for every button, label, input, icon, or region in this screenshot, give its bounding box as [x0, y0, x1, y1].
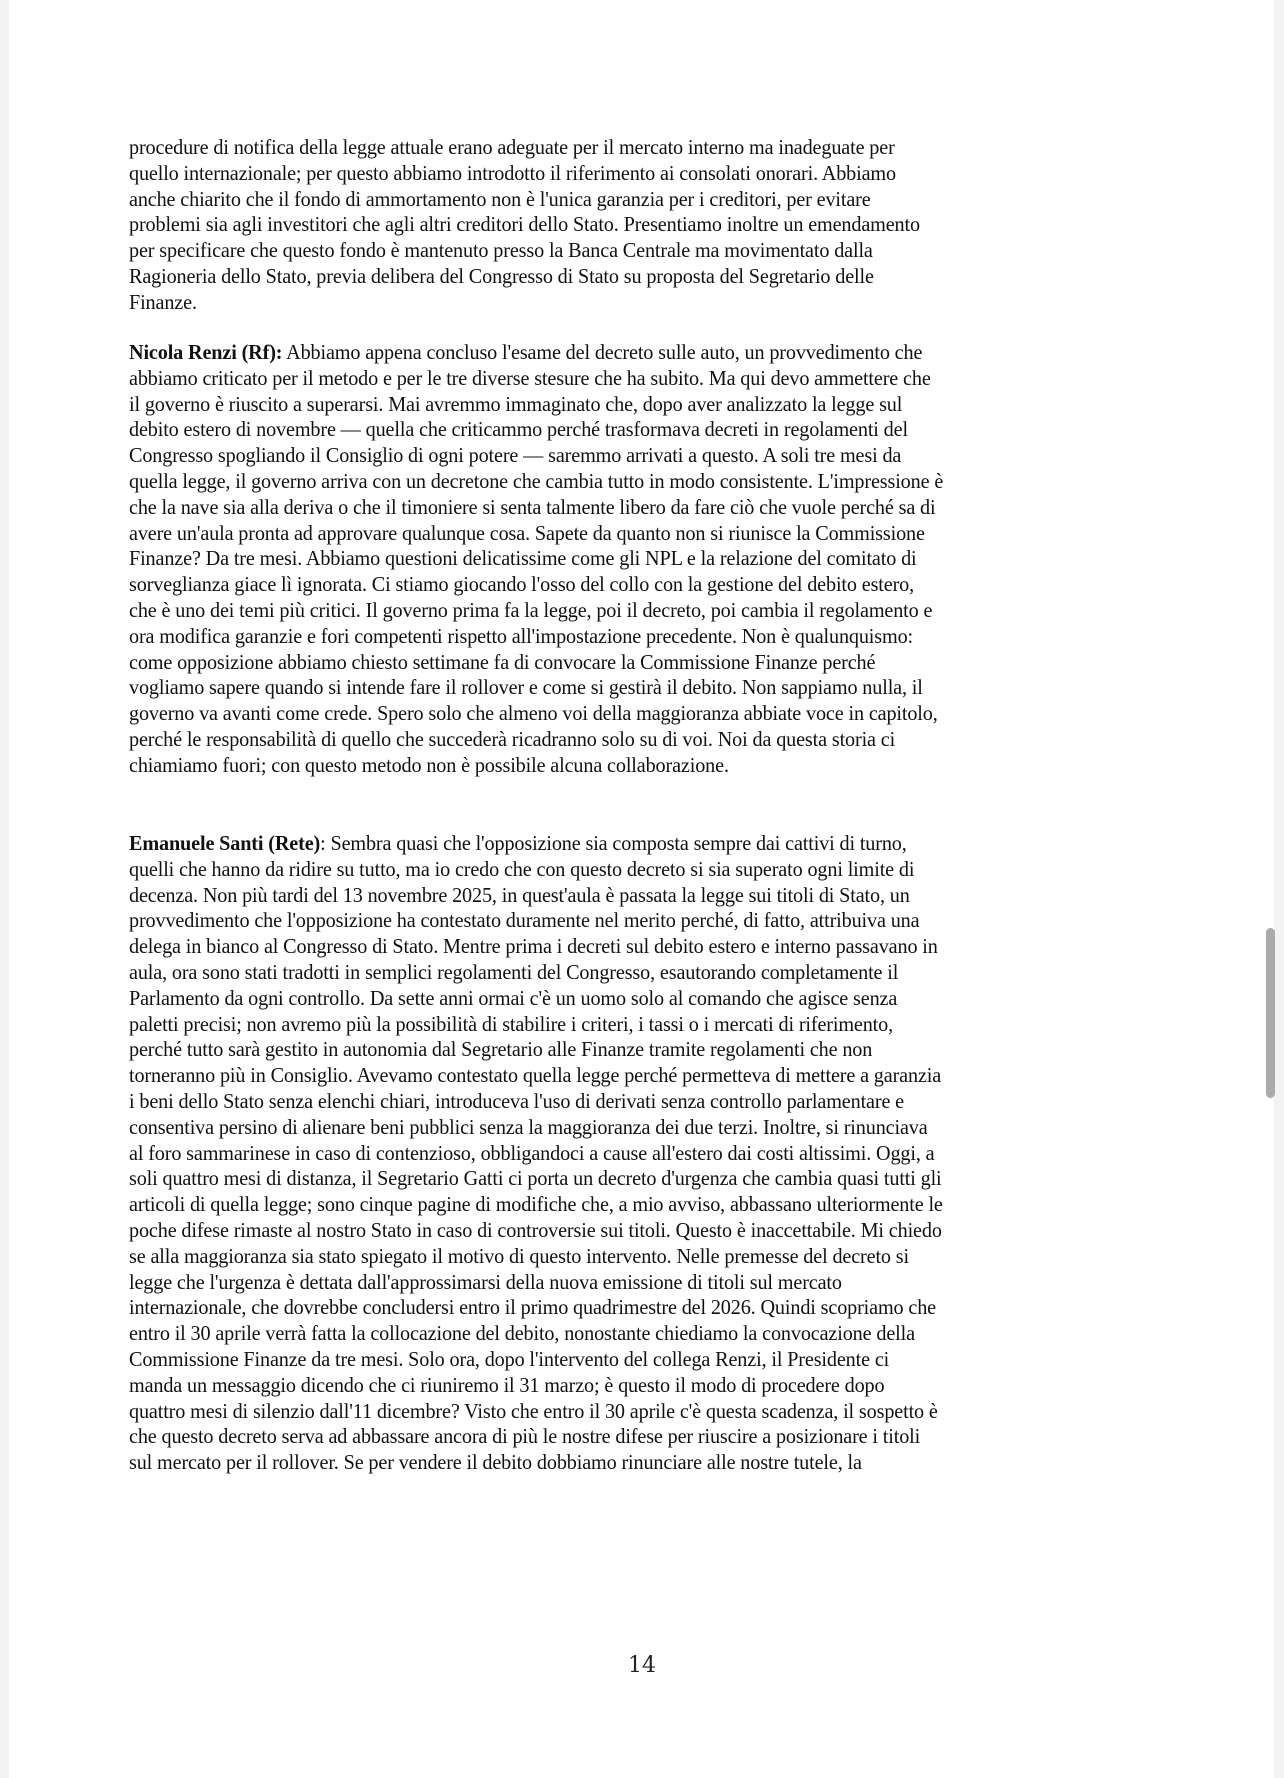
text-line: quelli che hanno da ridire su tutto, ma io credo che con questo decreto si sia superato ogni limite di: [129, 856, 915, 881]
text-line: soli quattro mesi di distanza, il Segretario Gatti ci porta un decreto d'urgenza che cambia quasi tutti gli: [129, 1166, 942, 1191]
speaker-name: Nicola Renzi (Rf):: [129, 340, 283, 364]
text-line: Commissione Finanze da tre mesi. Solo ora, dopo l'intervento del collega Renzi, il Presidente ci: [129, 1346, 890, 1371]
text-line: i beni dello Stato senza elenchi chiari, introduceva l'uso di derivati senza controllo parlamentare e: [129, 1088, 904, 1113]
text-line: ora modifica garanzie e fori competenti rispetto all'impostazione precedente. Non è qualunquismo:: [129, 623, 913, 648]
text-line: vogliamo sapere quando si intende fare il rollover e come si gestirà il debito. Non sappiamo nulla, il: [129, 675, 923, 700]
text-line: chiamiamo fuori; con questo metodo non è possibile alcuna collaborazione.: [129, 752, 729, 777]
text-line: che questo decreto serva ad abbassare ancora di più le nostre difese per riuscire a posizionare i titoli: [129, 1424, 921, 1449]
text-line: provvedimento che l'opposizione ha contestato duramente nel merito perché, di fatto, attribuiva una: [129, 908, 920, 933]
text-line: legge che l'urgenza è dettata dall'approssimarsi della nuova emissione di titoli sul mercato: [129, 1269, 842, 1294]
text-line: consentiva persino di alienare beni pubblici senza la maggioranza dei due terzi. Inoltre, si rinunciava: [129, 1114, 928, 1139]
text-line: abbiamo criticato per il metodo e per le tre diverse stesure che ha subito. Ma qui devo ammettere che: [129, 365, 931, 390]
text-line: al foro sammarinese in caso di contenzioso, obbligandoci a cause all'estero dai costi altissimi. Oggi, a: [129, 1140, 935, 1165]
text-line: internazionale, che dovrebbe concludersi entro il primo quadrimestre del 2026. Quindi scopriamo che: [129, 1295, 937, 1320]
paragraph-santi: [129, 831, 1239, 1476]
text-line: sul mercato per il rollover. Se per vendere il debito dobbiamo rinunciare alle nostre tutele, la: [129, 1450, 862, 1475]
text-line: Finanze.: [129, 289, 197, 314]
text-line: sorveglianza giace lì ignorata. Ci stiamo giocando l'osso del collo con la gestione del debito estero,: [129, 572, 915, 597]
text-line: entro il 30 aprile verrà fatta la collocazione del debito, nonostante chiediamo la convocazione della: [129, 1321, 915, 1346]
text-line: [129, 831, 1177, 857]
text-line: come opposizione abbiamo chiesto settimane fa di convocare la Commissione Finanze perché: [129, 649, 876, 674]
page-number: 14: [628, 1653, 656, 1678]
text-line: che la nave sia alla deriva o che il timoniere si senta talmente libero da fare ciò che vuole perché sa di: [129, 494, 936, 519]
text-line: se alla maggioranza sia stato spiegato il motivo di questo intervento. Nelle premesse del decreto si: [129, 1243, 909, 1268]
text-line: manda un messaggio dicendo che ci riuniremo il 31 marzo; è questo il modo di procedere dopo: [129, 1372, 885, 1397]
text-line: quella legge, il governo arriva con un decretone che cambia tutto in modo consistente. L'impressione è: [129, 468, 944, 493]
text-line: perché le responsabilità di quello che succederà ricadranno solo su di voi. Noi da questa storia ci: [129, 726, 896, 751]
text-line: problemi sia agli investitori che agli altri creditori dello Stato. Presentiamo inoltre un emendamento: [129, 212, 920, 237]
text-line: perché tutto sarà gestito in autonomia dal Segretario alle Finanze tramite regolamenti che non: [129, 1037, 873, 1062]
text-line: quello internazionale; per questo abbiamo introdotto il riferimento ai consolati onorari. Abbiamo: [129, 160, 896, 185]
scrollbar-track[interactable]: [1274, 0, 1284, 1778]
text-line: avere un'aula pronta ad approvare qualunque cosa. Sapete da quanto non si riunisce la Commissione: [129, 520, 925, 545]
scrollbar-thumb[interactable]: [1266, 928, 1275, 1098]
paragraph-continuation: [129, 135, 1239, 316]
text-line: delega in bianco al Congresso di Stato. Mentre prima i decreti sul debito estero e interno passavano in: [129, 934, 938, 959]
text-line: quattro mesi di silenzio dall'11 dicembre? Visto che entro il 30 aprile c'è questa scadenza, il sospetto è: [129, 1398, 938, 1423]
text-line: poche difese rimaste al nostro Stato in caso di controversie sui titoli. Questo è inaccettabile. Mi chiedo: [129, 1217, 942, 1242]
text-line: Congresso spogliando il Consiglio di ogni potere — saremmo arrivati a questo. A soli tre mesi da: [129, 443, 902, 468]
text-line: torneranno più in Consiglio. Avevamo contestato quella legge perché permetteva di mettere a garanzia: [129, 1063, 942, 1088]
text-line: procedure di notifica della legge attuale erano adeguate per il mercato interno ma inadeguate per: [129, 135, 895, 159]
text-line: articoli di quella legge; sono cinque pagine di modifiche che, a mio avviso, abbassano ulteriormente le: [129, 1192, 943, 1217]
paragraph-renzi: [129, 340, 1239, 779]
speaker-name: Emanuele Santi (Rete): [129, 831, 321, 855]
text-line: anche chiarito che il fondo di ammortamento non è l'unica garanzia per i creditori, per evitare: [129, 186, 871, 211]
text-line: governo va avanti come crede. Spero solo che almeno voi della maggioranza abbiate voce in capitolo,: [129, 701, 938, 726]
speech-text: Abbiamo appena concluso l'esame del decreto sulle auto, un provvedimento che: [282, 340, 923, 364]
text-line: per specificare che questo fondo è mantenuto presso la Banca Centrale ma movimentato dalla: [129, 238, 873, 263]
speech-text: : Sembra quasi che l'opposizione sia composta sempre dai cattivi di turno,: [320, 831, 907, 855]
text-line: che è uno dei temi più critici. Il governo prima fa la legge, poi il decreto, poi cambia il regolamento e: [129, 597, 933, 622]
text-line: decenza. Non più tardi del 13 novembre 2025, in quest'aula è passata la legge sui titoli di Stato, un: [129, 882, 910, 907]
text-line: Parlamento da ogni controllo. Da sette anni ormai c'è un uomo solo al comando che agisce senza: [129, 985, 898, 1010]
text-line: debito estero di novembre — quella che criticammo perché trasformava decreti in regolamenti del: [129, 417, 908, 442]
text-line: Finanze? Da tre mesi. Abbiamo questioni delicatissime come gli NPL e la relazione del comitato di: [129, 546, 917, 571]
text-line: [129, 340, 1177, 366]
text-line: Ragioneria dello Stato, previa delibera del Congresso di Stato su proposta del Segretario delle: [129, 263, 874, 288]
text-line: paletti precisi; non avremo più la possibilità di stabilire i criteri, i tassi o i mercati di riferimento,: [129, 1011, 894, 1036]
text-line: aula, ora sono stati tradotti in semplici regolamenti del Congresso, esautorando completamente il: [129, 959, 899, 984]
text-line: il governo è riuscito a superarsi. Mai avremmo immaginato che, dopo aver analizzato la legge sul: [129, 391, 903, 416]
